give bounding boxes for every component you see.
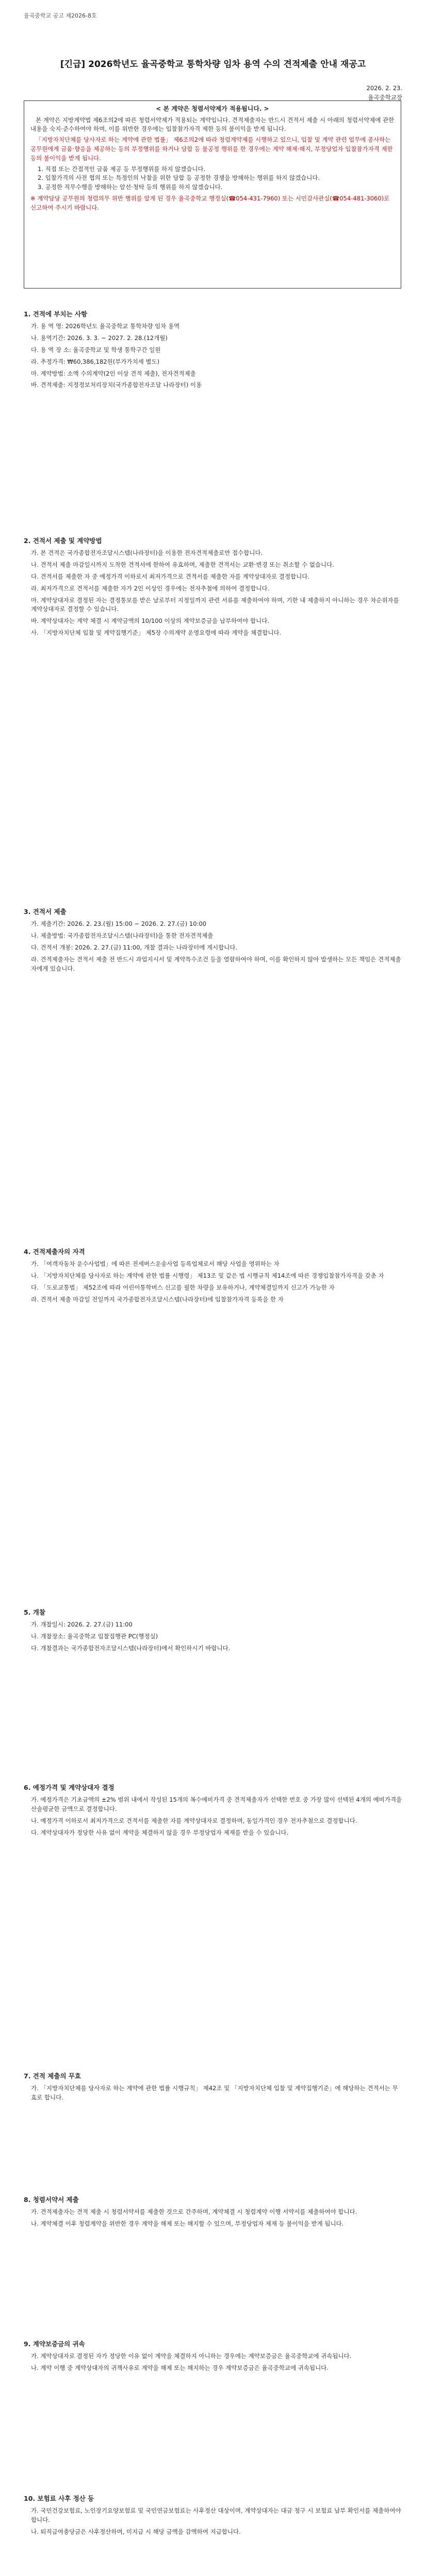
section-10 [24, 2494, 402, 2539]
section-6 [24, 1783, 402, 1840]
section-line: 나. 계약체결 이후 청렴계약을 위반한 경우 계약을 해제 또는 해지할 수 있으며, 부정당업자 제재 등 불이익을 받게 됩니다. [31, 2220, 344, 2228]
section-line: 가. 용 역 명: 2026학년도 율곡중학교 통학차량 임차 용역 [31, 323, 180, 330]
section-2 [24, 536, 402, 640]
section-line: 가. 견적제출자는 견적 제출 시 청렴서약서를 제출한 것으로 간주하며, 계약체결 시 청렴계약 이행 서약서를 제출하여야 합니다. [31, 2208, 357, 2216]
integrity-paragraph-1: 본 계약은 지방계약법 제6조의2에 따른 청렴서약제가 적용되는 계약입니다. 견적제출자는 반드시 견적서 제출 시 아래의 청렴서약제에 관한 내용을 숙지·준수하여야 하며, 이를 위반한 경우에는 입찰참가자격 제한 등의 불이익을 받게 됩니다. [30, 116, 395, 133]
section-heading: 1. 견적에 부치는 사항 [24, 310, 88, 318]
section-line: 가. 「여객자동차 운수사업법」에 따른 전세버스운송사업 등록업체로서 해당 사업을 영위하는 자 [31, 1260, 280, 1268]
date-block [367, 83, 403, 103]
section-line: 다. 견적서를 제출한 자 중 예정가격 이하로서 최저가격으로 견적서를 제출한 자를 계약상대자로 결정합니다. [31, 573, 309, 580]
section-line: 가. 국민건강보험료, 노인장기요양보험료 및 국민연금보험료는 사후정산 대상이며, 계약상대자는 대금 청구 시 보험료 납부 확인서를 제출하여야 합니다. [31, 2507, 401, 2524]
section-line: 다. 「도로교통법」 제52조에 따라 어린이통학버스 신고를 필한 차량을 보유하거나, 계약체결일까지 신고가 가능한 자 [31, 1284, 335, 1291]
section-heading: 8. 청렴서약서 제출 [24, 2196, 79, 2204]
section-line: 나. 퇴직급여충당금은 사후정산하며, 미지급 시 해당 금액을 감액하여 지급합니다. [31, 2528, 241, 2535]
integrity-notice-box [24, 100, 401, 289]
section-line: 마. 계약상대자로 결정된 자는 결정통보를 받은 날로부터 지정일까지 관련 서류를 제출하여야 하며, 기한 내 제출하지 아니하는 경우 차순위자를 계약상대자로 결정할 수 있습니다. [31, 596, 399, 613]
page-title: [긴급] 2026학년도 율곡중학교 통학차량 임차 용역 수의 견적제출 안내 재공고 [60, 59, 366, 70]
section-heading: 6. 예정가격 및 계약상대자 결정 [24, 1784, 114, 1791]
issuer: 율곡중학교장 [368, 94, 402, 101]
integrity-item-2: 2. 입찰가격의 사전 협의 또는 특정인의 낙찰을 위한 담합 등 공정한 경쟁을 방해하는 행위를 하지 않겠습니다. [38, 174, 320, 182]
section-heading: 5. 개찰 [24, 1608, 45, 1616]
integrity-item-1: 1. 직접 또는 간접적인 금품 제공 등 부정행위를 하지 않겠습니다. [38, 165, 206, 173]
section-1 [24, 309, 402, 393]
section-line: 가. 예정가격은 기초금액의 ±2% 범위 내에서 작성된 15개의 복수예비가격 중 견적제출자가 선택한 번호 중 가장 많이 선택된 4개의 예비가격을 산술평균한 금액으로 결정합니다. [31, 1796, 402, 1813]
section-line: 나. 예정가격 이하로서 최저가격으로 견적서를 제출한 자를 계약상대자로 결정하며, 동일가격인 경우 전자추첨으로 결정합니다. [31, 1817, 357, 1824]
section-5 [24, 1607, 402, 1656]
section-3 [24, 907, 402, 976]
document-number: 율곡중학교 공고 제2026-8호 [24, 12, 97, 19]
section-line: 사. 「지방자치단체 입찰 및 계약집행기준」 제5장 수의계약 운영요령에 따라 계약을 체결합니다. [31, 629, 282, 637]
section-heading: 3. 견적서 제출 [24, 908, 67, 916]
integrity-report-note: ※ 계약담당 공무원의 청렴의무 위반 행위를 알게 된 경우 율곡중학교 행정실(☎054-431-7960) 또는 시민감사관실(☎054-481-3060)로 신고하여 주시기 바랍니다. [30, 195, 390, 211]
section-heading: 10. 보험료 사후 정산 등 [24, 2495, 94, 2502]
section-4 [24, 1247, 402, 1307]
section-line: 라. 추정가격: ₩60,386,182원(부가가치세 별도) [31, 358, 160, 365]
section-line: 라. 최저가격으로 견적서를 제출한 자가 2인 이상인 경우에는 전자추첨에 의하여 결정합니다. [31, 584, 270, 592]
section-8 [24, 2195, 402, 2231]
section-heading: 9. 계약보증금의 귀속 [24, 2340, 85, 2348]
section-heading: 4. 견적제출자의 자격 [24, 1248, 85, 1256]
section-line: 다. 견적서 개봉: 2026. 2. 27.(금) 11:00, 개찰 결과는 나라장터에 게시합니다. [31, 944, 238, 951]
section-line: 라. 견적제출자는 견적서 제출 전 반드시 과업지시서 및 계약특수조건 등을 열람하여야 하며, 이를 확인하지 않아 발생하는 모든 책임은 견적제출자에게 있습니다. [31, 955, 401, 972]
section-line: 나. 「지방자치단체를 당사자로 하는 계약에 관한 법률 시행령」 제13조 및 같은 법 시행규칙 제14조에 따른 경쟁입찰참가자격을 갖춘 자 [31, 1272, 384, 1280]
section-line: 가. 제출기간: 2026. 2. 23.(월) 15:00 ~ 2026. 2. 27.(금) 10:00 [31, 920, 207, 928]
section-line: 라. 견적서 제출 마감일 전일까지 국가종합전자조달시스템(나라장터)에 입찰참가자격 등록을 한 자 [31, 1295, 284, 1303]
section-line: 나. 용역기간: 2026. 3. 3. ~ 2027. 2. 28.(12개월) [31, 334, 168, 342]
section-line: 다. 계약상대자가 정당한 사유 없이 계약을 체결하지 않을 경우 부정당업자 제재를 받을 수 있습니다. [31, 1828, 289, 1836]
section-line: 바. 견적제출: 지정정보처리장치(국가종합전자조달 나라장터) 이용 [31, 381, 202, 389]
section-7 [24, 2071, 402, 2105]
section-line: 마. 계약방법: 소액 수의계약(2인 이상 견적 제출), 전자견적제출 [31, 369, 196, 377]
notice-date: 2026. 2. 23. [366, 84, 402, 92]
section-heading: 7. 견적 제출의 무효 [24, 2072, 81, 2080]
section-line: 가. 계약상대자로 결정된 자가 정당한 이유 없이 계약을 체결하지 아니하는 경우에는 계약보증금은 율곡중학교에 귀속됩니다. [31, 2352, 352, 2360]
section-line: 가. 개찰일시: 2026. 2. 27.(금) 11:00 [31, 1621, 133, 1629]
section-line: 나. 개찰장소: 율곡중학교 입찰집행관 PC(행정실) [31, 1633, 158, 1640]
section-line: 다. 용 역 장 소: 율곡중학교 및 학생 통학구간 일원 [31, 346, 161, 353]
section-line: 바. 계약상대자는 계약 체결 시 계약금액의 10/100 이상의 계약보증금을 납부하여야 합니다. [31, 617, 270, 625]
integrity-paragraph-2: 「지방자치단체를 당사자로 하는 계약에 관한 법률」 제6조의2에 따라 청렴계약제를 시행하고 있으니, 입찰 및 계약 관련 업무에 종사하는 공무원에게 금품·향응을 제공하는 등의 부정행위를 하거나 담합 등 불공정 행위를 한 경우에는 계약 해제·해지, 부정당업자 입찰참가자격 제한 등의 불이익을 받게 됩니다. [30, 136, 393, 162]
section-line: 다. 개찰결과는 국가종합전자조달시스템(나라장터)에서 확인하시기 바랍니다. [31, 1645, 231, 1652]
section-heading: 2. 견적서 제출 및 계약방법 [24, 537, 102, 545]
integrity-notice-heading: < 본 계약은 청렴서약제가 적용됩니다. > [156, 105, 269, 112]
section-9 [24, 2339, 402, 2376]
section-line: 나. 견적서 제출 마감일시까지 도착한 견적서에 한하여 유효하며, 제출한 견적서는 교환·변경 또는 취소할 수 없습니다. [31, 561, 334, 569]
section-line: 가. 본 견적은 국가종합전자조달시스템(나라장터)을 이용한 전자견적제출로만 접수합니다. [31, 549, 263, 557]
integrity-item-3: 3. 공정한 직무수행을 방해하는 알선·청탁 등의 행위를 하지 않겠습니다. [38, 183, 223, 191]
section-line: 나. 계약 이행 중 계약상대자의 귀책사유로 계약을 해제 또는 해지하는 경우 계약보증금은 율곡중학교에 귀속됩니다. [31, 2364, 329, 2372]
section-line: 가. 「지방자치단체를 당사자로 하는 계약에 관한 법률 시행규칙」 제42조 및 「지방자치단체 입찰 및 계약집행기준」에 해당하는 견적서는 무효로 합니다. [31, 2084, 398, 2102]
section-line: 나. 제출방법: 국가종합전자조달시스템(나라장터)을 통한 전자견적제출 [31, 932, 214, 940]
